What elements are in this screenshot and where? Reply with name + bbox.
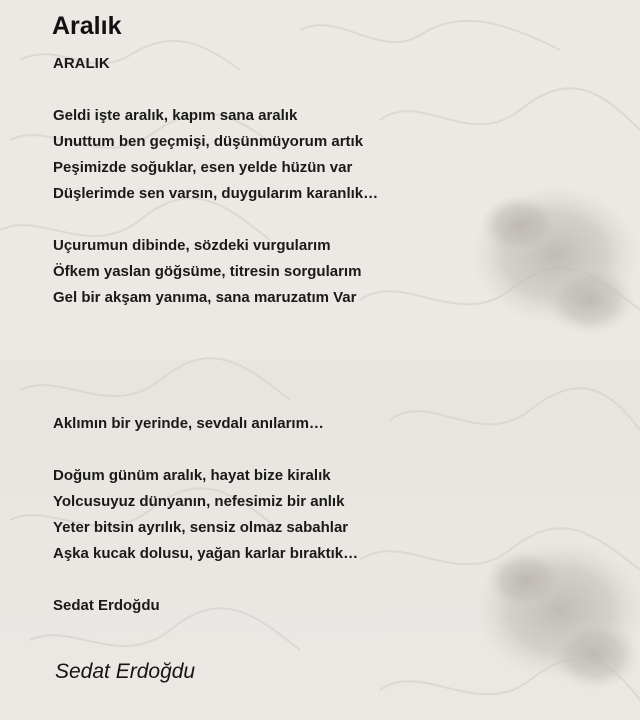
poem-line: Öfkem yaslan göğsüme, titresin sorgularım: [53, 263, 362, 280]
poem-line: Doğum günüm aralık, hayat bize kiralık: [53, 467, 331, 484]
poem-line: Yeter bitsin ayrılık, sensiz olmaz sabahlar: [53, 519, 349, 536]
poem-line: Uçurumun dibinde, sözdeki vurgularım: [53, 237, 331, 254]
author-signature: Sedat Erdoğdu: [55, 660, 196, 683]
page-title: Aralık: [52, 12, 122, 40]
poem-line: Aşka kucak dolusu, yağan karlar bıraktık…: [53, 545, 359, 562]
poem-author: Sedat Erdoğdu: [53, 597, 160, 614]
poem-heading: ARALIK: [53, 55, 110, 72]
poem-line: Aklımın bir yerinde, sevdalı anılarım…: [53, 415, 324, 432]
poem-line: Unuttum ben geçmişi, düşünmüyorum artık: [53, 133, 364, 150]
poem-line: Gel bir akşam yanıma, sana maruzatım Var: [53, 289, 357, 306]
poem-line: Geldi işte aralık, kapım sana aralık: [53, 107, 298, 124]
poem-line: Düşlerimde sen varsın, duygularım karanlık…: [53, 185, 379, 202]
poem-line: Yolcusuyuz dünyanın, nefesimiz bir anlık: [53, 493, 345, 510]
poem-line: Peşimizde soğuklar, esen yelde hüzün var: [53, 159, 353, 176]
